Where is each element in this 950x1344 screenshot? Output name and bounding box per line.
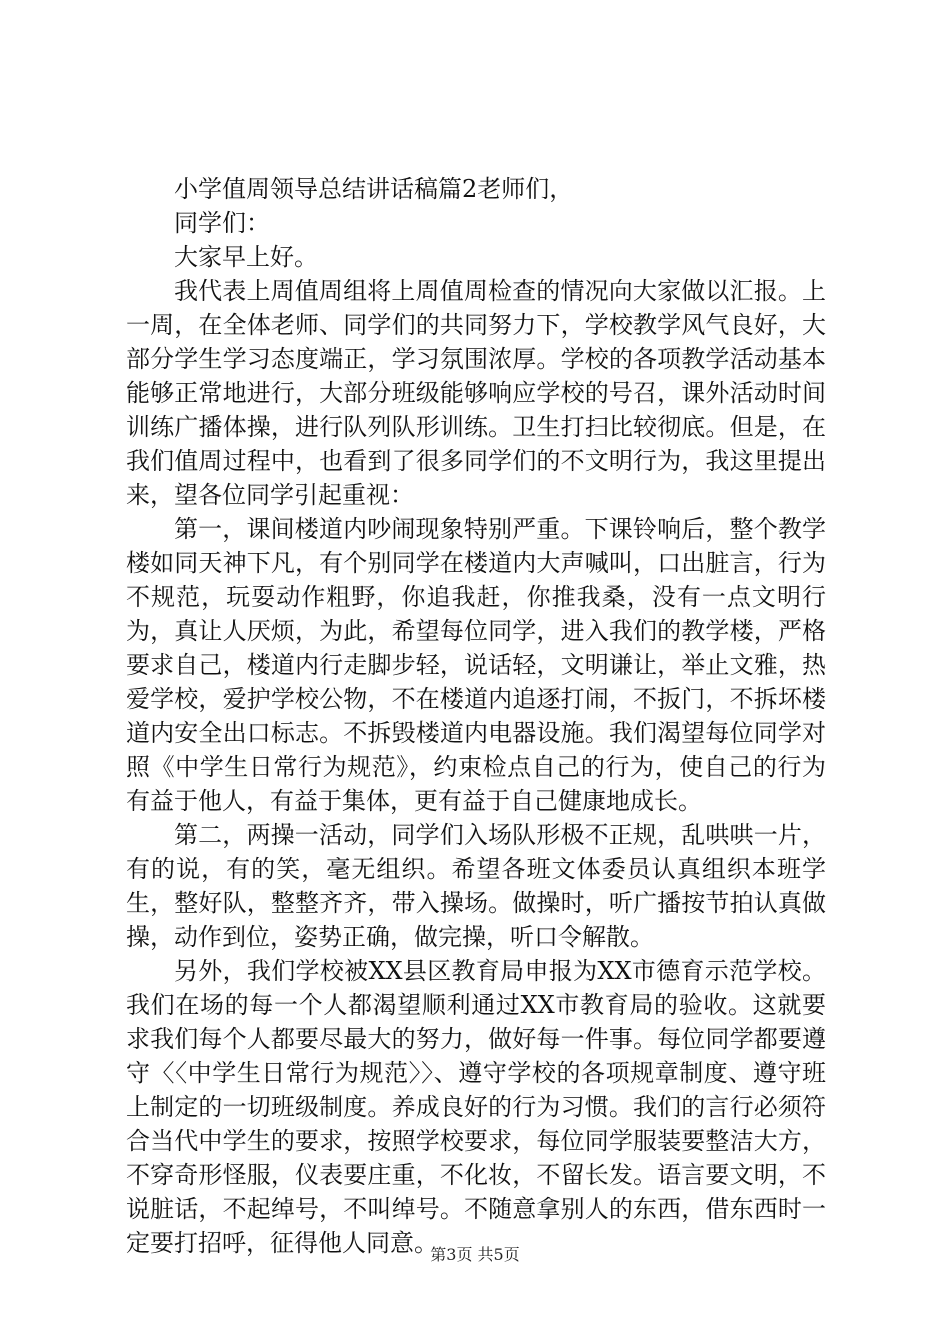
document-body xyxy=(126,172,826,1260)
paragraph-point-two: 第二，两操一活动，同学们入场队形极不正规，乱哄哄一片，有的说，有的笑，毫无组织。希望各班文体委员认真组织本班学生，整好队，整整齐齐，带入操场。做操时，听广播按节拍认真做操，动作到位，姿势正确，做完操，听口令解散。 xyxy=(126,821,826,951)
paragraph-report-intro: 我代表上周值周组将上周值周检查的情况向大家做以汇报。上一周，在全体老师、同学们的共同努力下，学校教学风气良好，大部分学生学习态度端正，学习氛围浓厚。学校的各项教学活动基本能够正常地进行，大部分班级能够响应学校的号召，课外活动时间训练广播体操，进行队列队形训练。卫生打扫比较彻底。但是，在我们值周过程中，也看到了很多同学们的不文明行为，我这里提出来，望各位同学引起重视： xyxy=(126,277,826,509)
paragraph-greeting: 大家早上好。 xyxy=(174,243,318,271)
paragraph-title-line: 小学值周领导总结讲话稿篇2老师们， xyxy=(174,175,574,203)
page-footer xyxy=(0,1245,950,1265)
page-number-label: 第3页 共5页 xyxy=(430,1245,520,1264)
paragraph-additional: 另外，我们学校被XX县区教育局申报为XX市德育示范学校。我们在场的每一个人都渴望顺利通过XX市教育局的验收。这就要求我们每个人都要尽最大的努力，做好每一件事。每位同学都要遵守〈〈中学生日常行为规范〉〉、遵守学校的各项规章制度、遵守班上制定的一切班级制度。养成良好的行为习惯。我们的言行必须符合当代中学生的要求，按照学校要求，每位同学服装要整洁大方，不穿奇形怪服，仪表要庄重，不化妆，不留长发。语言要文明，不说脏话，不起绰号，不叫绰号。不随意拿别人的东西，借东西时一定要打招呼，征得他人同意。 xyxy=(126,957,826,1257)
paragraph-point-one: 第一，课间楼道内吵闹现象特别严重。下课铃响后，整个教学楼如同天神下凡，有个别同学在楼道内大声喊叫，口出脏言，行为不规范，玩耍动作粗野，你追我赶，你推我桑，没有一点文明行为，真让人厌烦，为此，希望每位同学，进入我们的教学楼，严格要求自己，楼道内行走脚步轻，说话轻，文明谦让，举止文雅，热爱学校，爱护学校公物，不在楼道内追逐打闹，不扳门，不拆坏楼道内安全出口标志。不拆毁楼道内电器设施。我们渴望每位同学对照《中学生日常行为规范》，约束检点自己的行为，使自己的行为有益于他人，有益于集体，更有益于自己健康地成长。 xyxy=(126,515,826,815)
paragraph-salutation: 同学们： xyxy=(174,209,270,237)
